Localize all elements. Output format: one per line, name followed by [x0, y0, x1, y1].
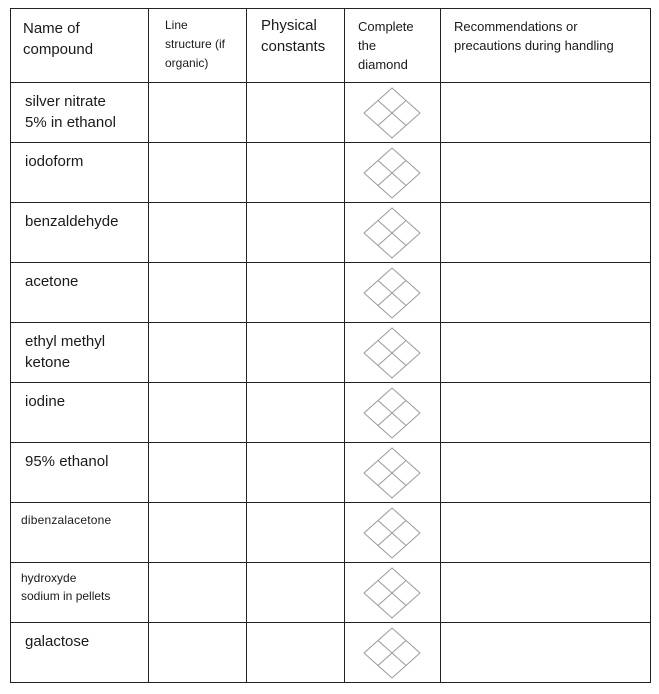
- recommendations-cell[interactable]: [441, 203, 651, 263]
- compound-name-line: acetone: [25, 273, 79, 290]
- compound-row-4: [11, 263, 651, 323]
- recommendations-cell[interactable]: [441, 383, 651, 443]
- compound-name-line: galactose: [25, 633, 90, 650]
- hazard-diamond-icon: [363, 627, 421, 679]
- line-structure-cell[interactable]: [149, 143, 247, 203]
- line-structure-cell[interactable]: [149, 443, 247, 503]
- diamond-cell[interactable]: [345, 503, 441, 563]
- compound-row-10: [11, 623, 651, 683]
- hazard-diamond-icon: [363, 87, 421, 139]
- diamond-cell[interactable]: [345, 83, 441, 143]
- hazard-diamond-icon: [363, 207, 421, 259]
- compound-name-line: iodine: [25, 393, 66, 410]
- recommendations-cell[interactable]: [441, 623, 651, 683]
- physical-constants-cell[interactable]: [247, 323, 345, 383]
- header-physical-constants: Physical constants: [247, 9, 345, 83]
- compound-name-cell: [11, 503, 149, 563]
- worksheet: [10, 8, 650, 685]
- compound-row-9: [11, 563, 651, 623]
- physical-constants-cell[interactable]: [247, 503, 345, 563]
- hazard-diamond-icon: [363, 387, 421, 439]
- physical-constants-cell[interactable]: [247, 563, 345, 623]
- physical-constants-cell[interactable]: [247, 443, 345, 503]
- line-structure-cell[interactable]: [149, 323, 247, 383]
- compound-safety-table: [10, 8, 651, 683]
- diamond-cell[interactable]: [345, 263, 441, 323]
- compound-name-cell: [11, 83, 149, 143]
- compound-name-line: benzaldehyde: [25, 213, 119, 230]
- diamond-cell[interactable]: [345, 563, 441, 623]
- compound-row-2: [11, 143, 651, 203]
- compound-row-1: [11, 83, 651, 143]
- compound-row-8: [11, 503, 651, 563]
- compound-name-line: iodoform: [25, 153, 84, 170]
- recommendations-cell[interactable]: [441, 443, 651, 503]
- physical-constants-cell[interactable]: [247, 623, 345, 683]
- line-structure-cell[interactable]: [149, 623, 247, 683]
- recommendations-cell[interactable]: [441, 143, 651, 203]
- compound-name-line: 95% ethanol: [25, 453, 109, 470]
- compound-name-line: ketone: [25, 354, 71, 371]
- line-structure-cell[interactable]: [149, 203, 247, 263]
- recommendations-cell[interactable]: [441, 503, 651, 563]
- hazard-diamond-icon: [363, 567, 421, 619]
- compound-name-cell: [11, 263, 149, 323]
- compound-name-cell: [11, 143, 149, 203]
- compound-row-7: [11, 443, 651, 503]
- physical-constants-cell[interactable]: [247, 383, 345, 443]
- compound-name-line: silver nitrate: [25, 93, 106, 110]
- diamond-cell[interactable]: [345, 323, 441, 383]
- compound-name-cell: [11, 203, 149, 263]
- compound-row-6: [11, 383, 651, 443]
- physical-constants-cell[interactable]: [247, 203, 345, 263]
- compound-name-line: 5% in ethanol: [25, 114, 116, 131]
- hazard-diamond-icon: [363, 327, 421, 379]
- header-recommendations: Recommendations or precautions during handling: [441, 9, 651, 83]
- diamond-cell[interactable]: [345, 443, 441, 503]
- compound-name-cell: [11, 323, 149, 383]
- compound-name-cell: [11, 383, 149, 443]
- compound-name-cell: [11, 443, 149, 503]
- physical-constants-cell[interactable]: [247, 263, 345, 323]
- line-structure-cell[interactable]: [149, 263, 247, 323]
- compound-name-line: ethyl methyl: [25, 333, 106, 350]
- diamond-cell[interactable]: [345, 143, 441, 203]
- header-line-structure: Line structure (if organic): [149, 9, 247, 83]
- compound-row-5: [11, 323, 651, 383]
- recommendations-cell[interactable]: [441, 83, 651, 143]
- line-structure-cell[interactable]: [149, 563, 247, 623]
- recommendations-cell[interactable]: [441, 263, 651, 323]
- recommendations-cell[interactable]: [441, 563, 651, 623]
- compound-name-line: dibenzalacetone: [21, 513, 112, 527]
- line-structure-cell[interactable]: [149, 503, 247, 563]
- compound-name-line: hydroxyde: [21, 571, 77, 585]
- header-complete-the-diamond: Complete the diamond: [345, 9, 441, 83]
- hazard-diamond-icon: [363, 147, 421, 199]
- hazard-diamond-icon: [363, 447, 421, 499]
- recommendations-cell[interactable]: [441, 323, 651, 383]
- diamond-cell[interactable]: [345, 623, 441, 683]
- hazard-diamond-icon: [363, 507, 421, 559]
- line-structure-cell[interactable]: [149, 383, 247, 443]
- compound-name-cell: [11, 623, 149, 683]
- diamond-cell[interactable]: [345, 383, 441, 443]
- line-structure-cell[interactable]: [149, 83, 247, 143]
- physical-constants-cell[interactable]: [247, 83, 345, 143]
- physical-constants-cell[interactable]: [247, 143, 345, 203]
- hazard-diamond-icon: [363, 267, 421, 319]
- compound-row-3: [11, 203, 651, 263]
- compound-name-cell: [11, 563, 149, 623]
- header-name-of-compound: Name of compound: [11, 9, 149, 83]
- header-row: [11, 9, 651, 83]
- compound-name-line: sodium in pellets: [21, 589, 111, 603]
- diamond-cell[interactable]: [345, 203, 441, 263]
